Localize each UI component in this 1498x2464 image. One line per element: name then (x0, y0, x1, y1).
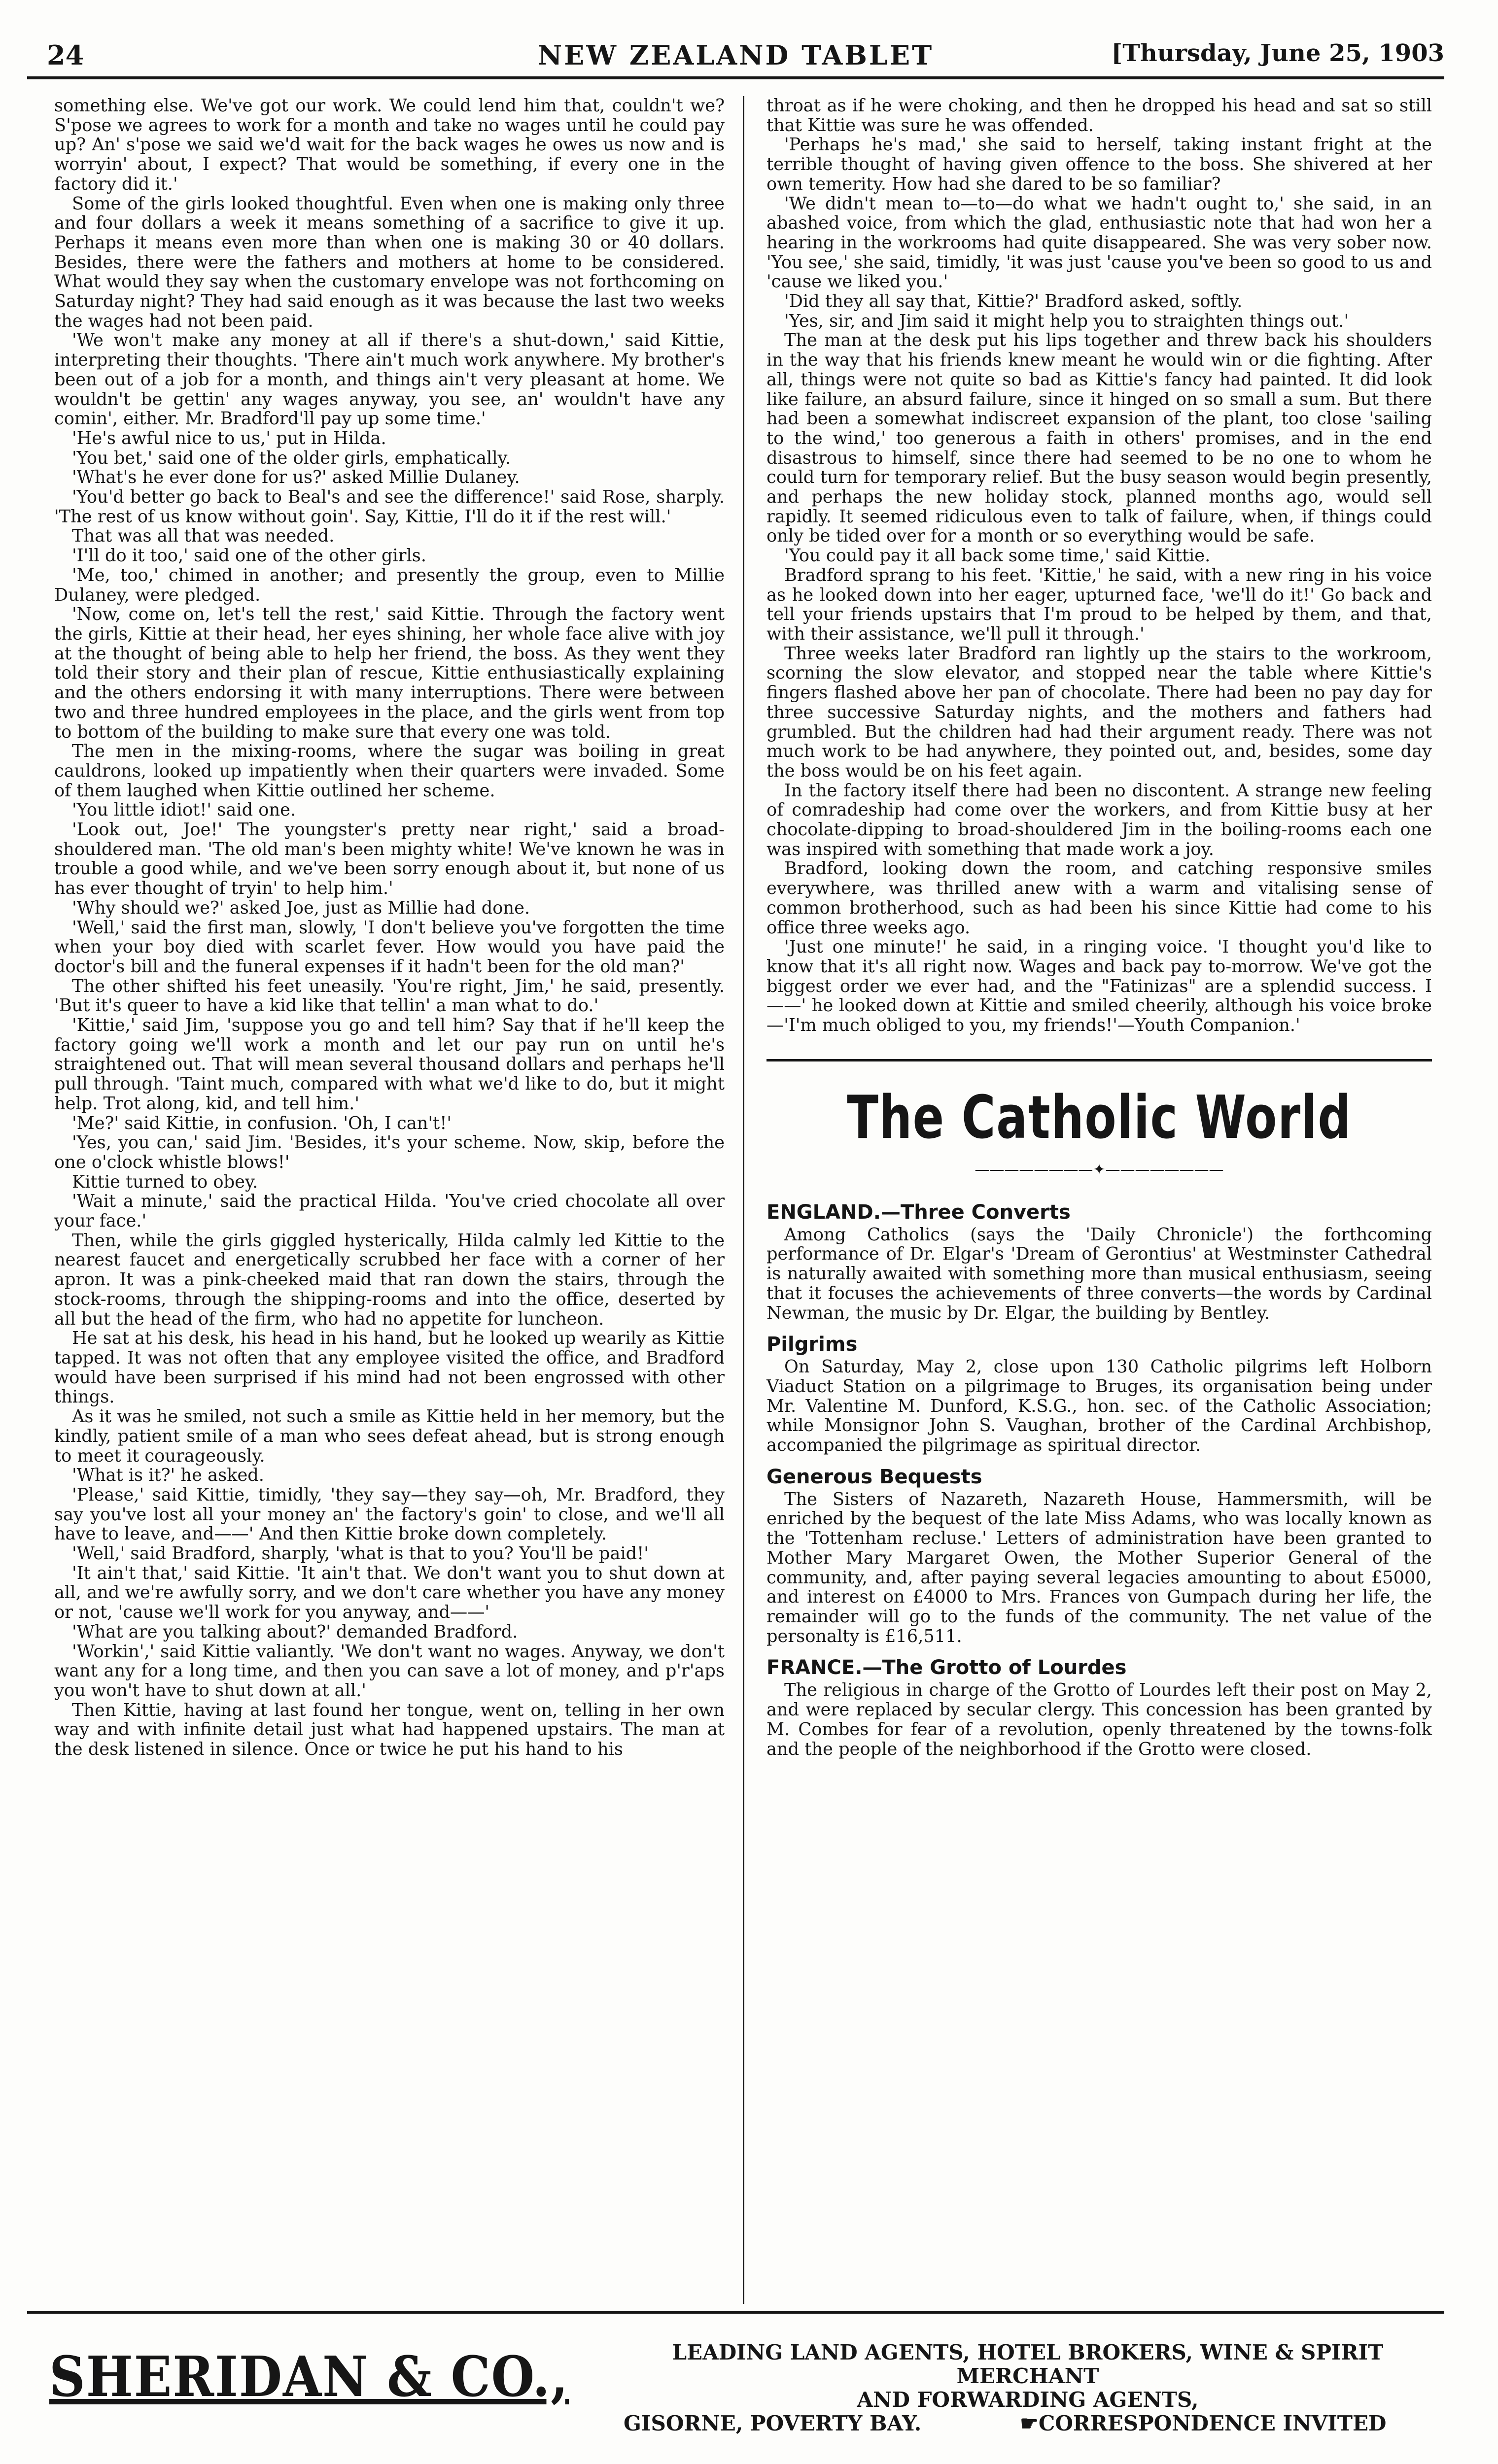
story-paragraph: He sat at his desk, his head in his hand, but he looked up wearily as Kittie tapped. It was not often that any employee visited the office, and Bradford would have been surprised if his mind had not been engrossed with other things. (54, 1328, 725, 1407)
story-paragraph: Then Kittie, having at last found her tongue, went on, telling in her own way and with infinite detail just what had happened upstairs. The man at the desk listened in silence. Once or twice he put his hand to his (54, 1700, 725, 1760)
publication-title: NEW ZEALAND TABLET (537, 39, 934, 71)
story-paragraph: 'What are you talking about?' demanded Bradford. (72, 1621, 518, 1642)
news-body: The Sisters of Nazareth, Nazareth House, Hammersmith, will be enriched by the bequest of the late Miss Adams, who was locally known as the 'Tottenham recluse.' Letters of administration have been granted to Mother Mary Margaret Owen, the Mother Superior General of the community, and, after paying several legacies amounting to about £5000, and interest on £4000 to Mrs. Frances von Gumpach during her life, the remainder will go to the funds of the community. The net value of the personalty is £16,511. (766, 1489, 1432, 1646)
story-paragraph: The other shifted his feet uneasily. 'You're right, Jim,' he said, presently. 'But it's queer to have a kid like that tellin' a man what to do.' (54, 976, 725, 1016)
story-paragraph: 'Kittie,' said Jim, 'suppose you go and tell him? Say that if he'll keep the factory going we'll work a month and let our pay run on until he's straightened out. That will mean several thousand dollars and perhaps he'll pull through. 'Taint much, compared with what we'd like to do, but it might help. Trot along, kid, and tell him.' (54, 1015, 725, 1114)
story-paragraph: 'Yes, sir, and Jim said it might help you to straighten things out.' (784, 310, 1349, 331)
story-paragraph: something else. We've got our work. We could lend him that, couldn't we? S'pose we agrees to work for a month and take no wages until he could pay up? An' s'pose we said we'd wait for the back wages he owes us now and is worryin' about, I expect? That would be something, if every one in the factory did it.' (54, 96, 725, 194)
story-paragraph: 'Look out, Joe!' The youngster's pretty near right,' said a broad-shouldered man. 'The old man's been mighty white! We've known he was in trouble a good while, and we've been sorry enough about it, but none of us has ever thought of tryin' to help him.' (54, 820, 725, 899)
story-paragraph: 'Me, too,' chimed in another; and presently the group, even to Millie Dulaney, were pledged. (54, 565, 725, 605)
story-paragraph: 'I'll do it too,' said one of the other girls. (72, 546, 426, 566)
story-paragraph: Three weeks later Bradford ran lightly up the stairs to the workroom, scorning the slow elevator, and stopped near the table where Kittie's fingers flashed above her pan of chocolate. There had been no pay day for three successive Saturday nights, and the mothers and fathers had grumbled. But the children had had their argument ready. There was not much work to be had anywhere, they pointed out, and, besides, some day the boss would be on his feet again. (766, 643, 1432, 781)
story-paragraph: 'Please,' said Kittie, timidly, 'they say—they say—oh, Mr. Bradford, they say you've lost all your money an' the factory's goin' to close, and we'll all have to leave, and——' And then Kittie broke down completely. (54, 1484, 725, 1544)
ad-line: LEADING LAND AGENTS, HOTEL BROKERS, WINE & SPIRIT MERCHANT (672, 2340, 1384, 2388)
story-paragraph: That was all that was needed. (72, 526, 335, 547)
ad-correspondence: ☛CORRESPONDENCE INVITED (1020, 2411, 1387, 2435)
ad-line: AND FORWARDING AGENTS, (857, 2388, 1199, 2412)
story-paragraph: 'Yes, you can,' said Jim. 'Besides, it's your scheme. Now, skip, before the one o'clock whistle blows!' (54, 1132, 725, 1172)
page-number: 24 (47, 39, 84, 71)
news-heading: Pilgrims (766, 1333, 858, 1356)
news-body: Among Catholics (says the 'Daily Chronicle') the forthcoming performance of Dr. Elgar's 'Dream of Gerontius' at Westminster Cathedral is naturally awaited with something more than musical enthusiasm, seeing that it focuses the achievements of three converts—the words by Cardinal Newman, the music by Dr. Elgar, the building by Bentley. (766, 1224, 1432, 1323)
story-paragraph: 'You could pay it all back some time,' said Kittie. (784, 546, 1211, 566)
story-column-right (766, 96, 1432, 1759)
footer-rule (27, 2311, 1444, 2314)
story-paragraph: Bradford, looking down the room, and catching responsive smiles everywhere, was thrilled anew with a warm and vitalising sense of common brotherhood, such as had been his since Kittie had come to his office three weeks ago. (766, 858, 1432, 938)
ad-location: GISORNE, POVERTY BAY. (624, 2411, 922, 2435)
story-paragraph: 'Wait a minute,' said the practical Hilda. 'You've cried chocolate all over your face.' (54, 1191, 725, 1232)
section-divider (766, 1059, 1432, 1061)
news-heading: ENGLAND.—Three Converts (766, 1200, 1071, 1224)
story-paragraph: 'You bet,' said one of the older girls, emphatically. (72, 447, 511, 468)
story-paragraph: Bradford sprang to his feet. 'Kittie,' he said, with a new ring in his voice as he looked down into her eager, upturned face, 'we'll do it!' Go back and tell your friends upstairs that I'm proud to be helped by them, and that, with their assistance, we'll pull it through.' (766, 565, 1432, 644)
story-paragraph: 'He's awful nice to us,' put in Hilda. (72, 428, 386, 448)
story-paragraph: 'Perhaps he's mad,' she said to herself, taking instant fright at the terrible thought of having given offence to the boss. She shivered at her own temerity. How had she dared to be so familiar? (766, 135, 1432, 194)
story-paragraph: 'Well,' said the first man, slowly, 'I don't believe you've forgotten the time when your boy died with scarlet fever. How would you have paid the doctor's bill and the funeral expenses if it hadn't been for the old man?' (54, 917, 725, 977)
news-body: The religious in charge of the Grotto of Lourdes left their post on May 2, and were replaced by secular clergy. This concession has been granted by M. Combes for fear of a revolution, openly threatened by the towns-folk and the people of the neighborhood if the Grotto were closed. (766, 1680, 1432, 1759)
story-paragraph: 'We won't make any money at all if there's a shut-down,' said Kittie, interpreting their thoughts. 'There ain't much work anywhere. My brother's been out of a job for a month, and things ain't very pleasant at home. We wouldn't be gettin' any wages anyway, you see, an' wouldn't have any comin', either. Mr. Bradford'll pay up some time.' (54, 330, 725, 429)
story-paragraph: 'What's he ever done for us?' asked Millie Dulaney. (72, 467, 520, 488)
news-heading: Generous Bequests (766, 1465, 982, 1488)
story-paragraph: 'Did they all say that, Kittie?' Bradford asked, softly. (784, 291, 1243, 312)
advertiser-name: SHERIDAN & CO., (49, 2345, 569, 2409)
story-paragraph: 'Workin',' said Kittie valiantly. 'We don't want no wages. Anyway, we don't want any for a long time, and then you can save a lot of money, and p'r'aps you won't have to shut down at all.' (54, 1641, 725, 1701)
advertisement (39, 2336, 1434, 2454)
story-paragraph: 'We didn't mean to—to—do what we hadn't ought to,' she said, in an abashed voice, from which the glad, enthusiastic note that had won her a hearing in the workrooms had quite disappeared. She was very sober now. 'You see,' she said, timidly, 'it was just 'cause you've been so good to us and 'cause we liked you.' (766, 193, 1432, 292)
story-paragraph: 'Me?' said Kittie, in confusion. 'Oh, I can't!' (72, 1113, 452, 1133)
news-heading: FRANCE.—The Grotto of Lourdes (766, 1656, 1127, 1679)
story-paragraph: The men in the mixing-rooms, where the sugar was boiling in great cauldrons, looked up impatiently when their quarters were invaded. Some of them laughed when Kittie outlined her scheme. (54, 741, 725, 801)
story-paragraph: 'Just one minute!' he said, in a ringing voice. 'I thought you'd like to know that it's all right now. Wages and back pay to-morrow. We've got the biggest order we ever had, and the "Fatinizas" are a splendid success. I——' he looked down at Kittie and smiled cheerily, although his voice broke—'I'm much obliged to you, my friends!'—Youth Companion.' (766, 937, 1432, 1036)
story-paragraph: As it was he smiled, not such a smile as Kittie held in her memory, but the kindly, patient smile of a man who sees defeat ahead, but is strong enough to meet it courageously. (54, 1406, 725, 1466)
story-paragraph: In the factory itself there had been no discontent. A strange new feeling of comradeship had come over the workers, and from Kittie busy at her chocolate-dipping to broad-shouldered Jim in the boiling-rooms each one was inspired with something that made work a joy. (766, 780, 1432, 859)
issue-date: [Thursday, June 25, 1903 (1111, 39, 1444, 67)
news-body: On Saturday, May 2, close upon 130 Catholic pilgrims left Holborn Viaduct Station on a pilgrimage to Bruges, its organisation being under Mr. Valentine M. Dunford, K.S.G., hon. sec. of the Catholic Association; while Monsignor John S. Vaughan, brother of the Cardinal Archbishop, accompanied the pilgrimage as spiritual director. (766, 1357, 1432, 1456)
column-rule (743, 96, 744, 2304)
story-paragraph: The man at the desk put his lips together and threw back his shoulders in the way that his friends knew meant he would win or die fighting. After all, things were not quite so bad as Kittie's fancy had painted. It did look like failure, an absurd failure, since it hinged on so small a sum. But there had been a somewhat indiscreet expansion of the plant, too close 'sailing to the wind,' too generous a faith in others' promises, and in the end disastrous to himself, since there had seemed to be no one to whom he could turn for temporary relief. But the busy season would begin presently, and perhaps the new holiday stock, planned months ago, would sell rapidly. It seemed ridiculous even to talk of failure, when, if things could only be tided over for a month or so everything would be safe. (766, 330, 1432, 547)
story-paragraph: Some of the girls looked thoughtful. Even when one is making only three and four dollars a week it means something of a sacrifice to give it up. Perhaps it means even more than when one is making 30 or 40 dollars. Besides, there were the fathers and mothers at home to be considered. What would they say when the customary envelope was not forthcoming on Saturday night? They had said enough as it was because the last two weeks the wages had not been paid. (54, 193, 725, 331)
story-paragraph: Then, while the girls giggled hysterically, Hilda calmly led Kittie to the nearest faucet and energetically scrubbed her face with a corner of her apron. It was a pink-cheeked maid that ran down the stairs, through the stock-rooms, through the shipping-rooms and into the office, deserted by all but the head of the firm, who had no appetite for luncheon. (54, 1230, 725, 1329)
header-rule (27, 76, 1444, 79)
story-paragraph: 'It ain't that,' said Kittie. 'It ain't that. We don't want you to shut down at all, and we're awfully sorry, and we don't care whether you have any money or not, 'cause we'll work for you anyway, and——' (54, 1563, 725, 1623)
section-title: The Catholic World (847, 1083, 1352, 1152)
ornament-rule: ————————✦———————— (975, 1161, 1224, 1178)
advertisement-text (624, 2341, 1432, 2435)
story-column-left (54, 96, 725, 1759)
page-header (27, 30, 1444, 74)
story-paragraph: 'Why should we?' asked Joe, just as Millie had done. (72, 897, 530, 918)
story-paragraph: 'You little idiot!' said one. (72, 800, 296, 821)
story-paragraph: 'Now, come on, let's tell the rest,' said Kittie. Through the factory went the girls, Kittie at their head, her eyes shining, her whole face alive with joy at the thought of being able to help her friend, the boss. As they went they told their story and their plan of rescue, Kittie enthusiastically explaining and the others endorsing it with many interruptions. There were between two and three hundred employees in the place, and the girls went from top to bottom of the building to make sure that every one was told. (54, 604, 725, 742)
story-paragraph: 'You'd better go back to Beal's and see the difference!' said Rose, sharply. 'The rest of us know without goin'. Say, Kittie, I'll do it if the rest will.' (54, 487, 725, 527)
story-paragraph: throat as if he were choking, and then he dropped his head and sat so still that Kittie was sure he was offended. (766, 96, 1432, 136)
ad-contact-line (624, 2412, 1432, 2435)
story-paragraph: 'Well,' said Bradford, sharply, 'what is that to you? You'll be paid!' (72, 1543, 649, 1564)
story-paragraph: Kittie turned to obey. (72, 1171, 258, 1192)
story-paragraph: 'What is it?' he asked. (72, 1465, 264, 1486)
